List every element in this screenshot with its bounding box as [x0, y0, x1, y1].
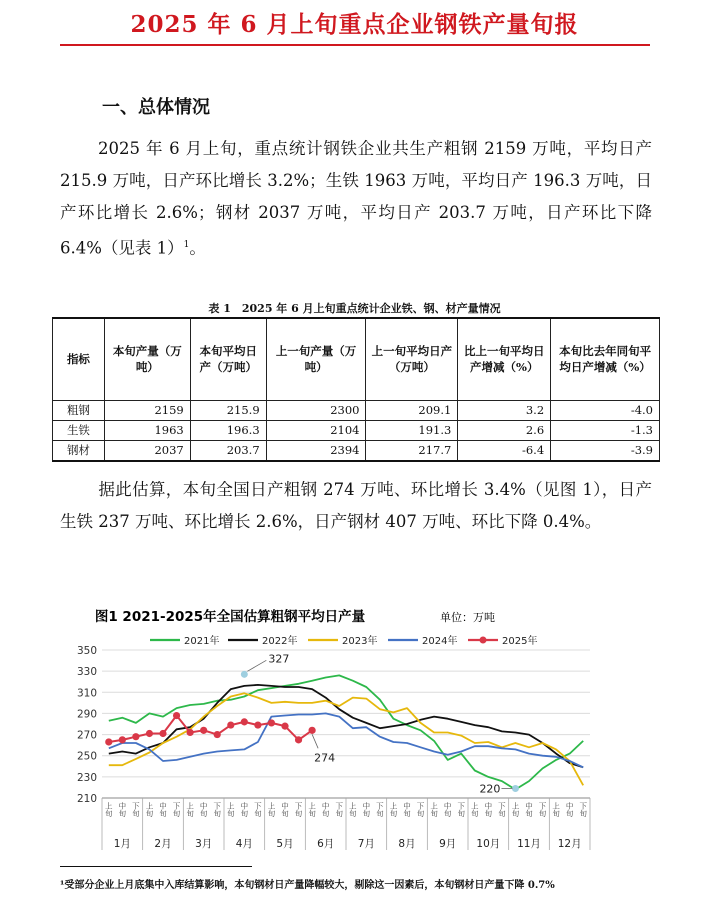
- data-point: [146, 730, 153, 737]
- data-point: [159, 730, 166, 737]
- x-tick-label: 下旬: [497, 802, 507, 817]
- legend-label: 2025年: [502, 636, 538, 647]
- month-label: 9月: [439, 838, 457, 850]
- x-tick-label: 下旬: [578, 802, 588, 817]
- table-cell: 2104: [266, 420, 366, 440]
- month-label: 5月: [276, 838, 294, 850]
- table-cell: 196.3: [190, 420, 266, 440]
- table-cell: 2037: [104, 440, 190, 461]
- table-cell: 217.7: [366, 440, 458, 461]
- annotation-label: 327: [268, 652, 290, 666]
- month-label: 8月: [398, 838, 416, 850]
- annotation-label: 274: [314, 751, 336, 765]
- x-tick-label: 上旬: [429, 802, 439, 817]
- x-tick-label: 中旬: [483, 802, 493, 817]
- table-cell: 2159: [104, 400, 190, 420]
- data-point: [105, 738, 112, 745]
- x-tick-label: 中旬: [117, 802, 127, 817]
- chart-unit: 单位：万吨: [440, 611, 495, 624]
- data-point: [187, 729, 194, 736]
- series-line-2022年: [109, 685, 583, 767]
- x-tick-label: 上旬: [470, 802, 480, 817]
- x-tick-label: 上旬: [551, 802, 561, 817]
- x-tick-label: 下旬: [131, 802, 141, 817]
- x-tick-label: 中旬: [158, 802, 168, 817]
- x-tick-label: 下旬: [456, 802, 466, 817]
- annotation-leader: [312, 734, 318, 748]
- x-tick-label: 下旬: [294, 802, 304, 817]
- data-point: [254, 721, 261, 728]
- legend-label: 2021年: [184, 636, 220, 647]
- table-row: [53, 400, 660, 420]
- x-tick-label: 中旬: [199, 802, 209, 817]
- month-label: 11月: [517, 838, 541, 850]
- paragraph-overview-end: 。: [189, 238, 206, 258]
- table-header-cell: 本旬产量（万吨）: [104, 318, 190, 400]
- x-tick-label: 下旬: [253, 802, 263, 817]
- legend-marker: [480, 637, 487, 644]
- x-tick-label: 上旬: [185, 802, 195, 817]
- table-cell: 2300: [266, 400, 366, 420]
- table-header-cell: 比上一旬平均日产增减（%）: [458, 318, 551, 400]
- production-table: [52, 317, 660, 462]
- y-tick-label: 290: [76, 708, 97, 721]
- x-tick-label: 中旬: [443, 802, 453, 817]
- annotation-label: 220: [479, 782, 501, 796]
- data-point: [295, 736, 302, 743]
- table-header-cell: 本旬比去年同旬平均日产增减（%）: [551, 318, 660, 400]
- table-cell: 2394: [266, 440, 366, 461]
- data-point: [200, 727, 207, 734]
- table-cell: 3.2: [458, 400, 551, 420]
- data-point: [119, 736, 126, 743]
- paragraph-estimate: [60, 474, 652, 538]
- annotation-point: [512, 785, 519, 792]
- x-tick-label: 上旬: [266, 802, 276, 817]
- footnote: ¹受部分企业上月底集中入库结算影响，本旬钢材日产量降幅较大，剔除这一因素后，本旬钢材日产量下降 0.7%: [60, 880, 555, 891]
- chart-x-axis: [102, 798, 590, 850]
- month-label: 1月: [113, 838, 131, 850]
- table-header-cell: 上一旬产量（万吨）: [266, 318, 366, 400]
- chart-y-axis: [77, 645, 97, 805]
- table-cell: -4.0: [551, 400, 660, 420]
- x-tick-label: 中旬: [524, 802, 534, 817]
- title-rule: [60, 44, 650, 46]
- table-cell: -6.4: [458, 440, 551, 461]
- x-tick-label: 上旬: [226, 802, 236, 817]
- data-point: [173, 712, 180, 719]
- data-point: [268, 719, 275, 726]
- table-cell: 钢材: [53, 440, 105, 461]
- legend-label: 2023年: [342, 636, 378, 647]
- x-tick-label: 上旬: [348, 802, 358, 817]
- table-cell: 209.1: [366, 400, 458, 420]
- x-tick-label: 上旬: [510, 802, 520, 817]
- chart-gridlines: [102, 650, 590, 798]
- x-tick-label: 上旬: [307, 802, 317, 817]
- data-point: [214, 731, 221, 738]
- data-point: [132, 733, 139, 740]
- table-header-cell: 本旬平均日产（万吨）: [190, 318, 266, 400]
- y-tick-label: 330: [76, 666, 97, 679]
- x-tick-label: 下旬: [416, 802, 426, 817]
- legend-label: 2024年: [422, 636, 458, 647]
- table-header-row: [53, 318, 660, 400]
- x-tick-label: 中旬: [280, 802, 290, 817]
- annotation-leader: [247, 660, 266, 671]
- y-tick-label: 250: [76, 750, 97, 763]
- annotation-point: [241, 671, 248, 678]
- chart-legend: [150, 634, 537, 647]
- month-label: 10月: [476, 838, 501, 850]
- data-point: [309, 727, 316, 734]
- legend-label: 2022年: [262, 636, 298, 647]
- table-cell: 215.9: [190, 400, 266, 420]
- series-line-2024年: [109, 713, 583, 767]
- y-tick-label: 310: [76, 687, 97, 700]
- table-cell: 粗钢: [53, 400, 105, 420]
- x-tick-label: 上旬: [144, 802, 154, 817]
- table-row: [53, 420, 660, 440]
- table-cell: 2.6: [458, 420, 551, 440]
- y-tick-label: 270: [76, 729, 97, 742]
- steel-output-chart: [60, 600, 604, 858]
- x-tick-label: 中旬: [402, 802, 412, 817]
- x-tick-label: 下旬: [172, 802, 182, 817]
- table-header-cell: 指标: [53, 318, 105, 400]
- month-label: 12月: [557, 838, 582, 850]
- month-label: 6月: [317, 838, 335, 850]
- footnote-mark[interactable]: 1: [183, 240, 190, 250]
- paragraph-overview: [60, 133, 652, 265]
- y-tick-label: 230: [76, 771, 97, 784]
- x-tick-label: 下旬: [334, 802, 344, 817]
- x-tick-label: 下旬: [375, 802, 385, 817]
- y-tick-label: 210: [76, 793, 97, 805]
- table-cell: 生铁: [53, 420, 105, 440]
- table-row: [53, 440, 660, 461]
- data-point: [281, 723, 288, 730]
- section-heading: 一、总体情况: [102, 97, 210, 118]
- month-label: 7月: [357, 838, 375, 850]
- data-point: [241, 718, 248, 725]
- page-title: 2025 年 6 月上旬重点企业钢铁产量旬报: [130, 11, 579, 38]
- table-cell: -1.3: [551, 420, 660, 440]
- x-tick-label: 下旬: [212, 802, 222, 817]
- x-tick-label: 下旬: [538, 802, 548, 817]
- chart-title: 图1 2021-2025年全国估算粗钢平均日产量: [94, 609, 366, 625]
- x-tick-label: 中旬: [361, 802, 371, 817]
- table-cell: -3.9: [551, 440, 660, 461]
- x-tick-label: 上旬: [104, 802, 114, 817]
- month-label: 3月: [195, 838, 213, 850]
- paragraph-overview-text: 2025 年 6 月上旬，重点统计钢铁企业共生产粗钢 2159 万吨，平均日产 215.9 万吨，日产环比增长 3.2%；生铁 1963 万吨，平均日产 196.3 万吨，日产环比增长 2.6%；钢材 2037 万吨，平均日产 203.7 万吨，日产环比下降 6.4%（见表 1）: [60, 139, 652, 258]
- x-tick-label: 中旬: [321, 802, 331, 817]
- table-cell: 203.7: [190, 440, 266, 461]
- footnote-rule: [60, 866, 252, 867]
- x-tick-label: 中旬: [565, 802, 575, 817]
- paragraph-estimate-text: 据此估算，本旬全国日产粗钢 274 万吨、环比增长 3.4%（见图 1），日产生铁 237 万吨、环比增长 2.6%，日产钢材 407 万吨、环比下降 0.4%。: [60, 480, 652, 531]
- table-cell: 191.3: [366, 420, 458, 440]
- month-label: 4月: [235, 838, 253, 850]
- x-tick-label: 中旬: [239, 802, 249, 817]
- x-tick-label: 上旬: [388, 802, 398, 817]
- table-caption: 表 1 2025 年 6 月上旬重点统计企业铁、钢、材产量情况: [208, 302, 501, 315]
- table-header-cell: 上一旬平均日产（万吨）: [366, 318, 458, 400]
- data-point: [227, 721, 234, 728]
- y-tick-label: 350: [76, 645, 97, 657]
- month-label: 2月: [154, 838, 172, 850]
- table-cell: 1963: [104, 420, 190, 440]
